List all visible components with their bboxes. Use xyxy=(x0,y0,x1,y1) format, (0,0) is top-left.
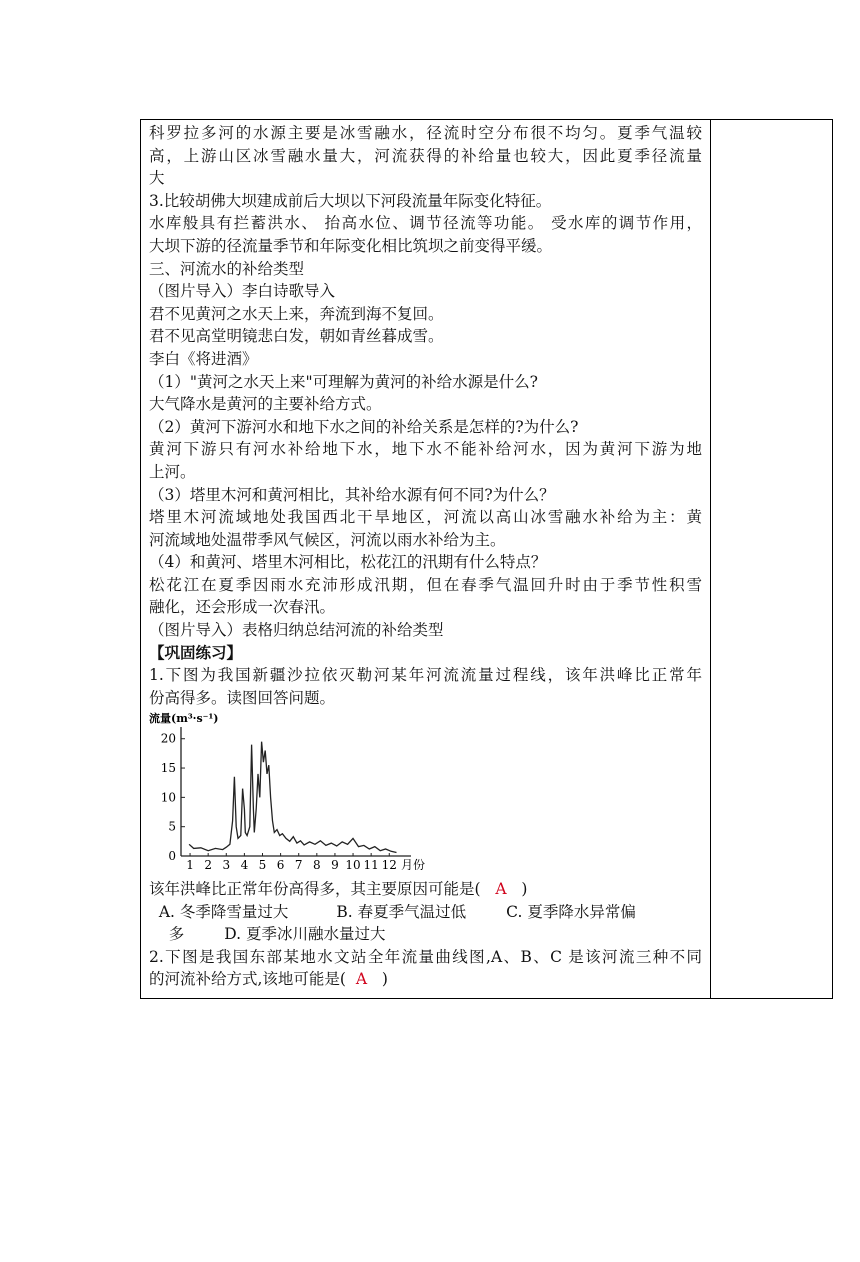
x-tick-label: 8 xyxy=(313,858,321,872)
text-line: 科罗拉多河的水源主要是冰雪融水，径流时空分布很不均匀。夏季气温较 xyxy=(149,124,702,142)
poem-line: 君不见高堂明镜悲白发，朝如青丝暮成雪。 xyxy=(149,327,444,346)
option-c-cont: 多 xyxy=(168,925,185,944)
answer-line: 松花江在夏季因雨水充沛形成汛期，但在春季气温回升时由于季节性积雪 xyxy=(149,575,702,594)
stem-text: 该年洪峰比正常年份高得多，其主要原因可能是( xyxy=(149,880,481,899)
text-line: 水库般具有拦蓄洪水、 抬高水位、调节径流等功能。 受水库的调节作用， xyxy=(149,214,702,233)
y-axis-label: 流量(m³·s⁻¹) xyxy=(149,712,219,726)
x-tick-label: 2 xyxy=(204,858,212,872)
sub-question: （3）塔里木河和黄河相比，其补给水源有何不同?为什么？ xyxy=(149,485,555,504)
flow-chart xyxy=(149,711,702,878)
flow-series-line xyxy=(189,742,396,853)
x-tick-label: 12 xyxy=(381,858,397,872)
text-line: 大坝下游的径流量季节和年际变化相比筑坝之前变得平缓。 xyxy=(149,236,553,255)
y-tick-label: 20 xyxy=(160,732,176,747)
y-tick-label: 15 xyxy=(160,761,176,776)
x-axis-label: 月份 xyxy=(401,858,426,872)
practice-heading: 【巩固练习】 xyxy=(149,642,243,662)
x-tick-label: 1 xyxy=(186,858,194,872)
y-tick-label: 10 xyxy=(160,790,176,805)
text-line: 高，上游山区冰雪融水量大，河流获得的补给量也较大，因此夏季径流量 xyxy=(149,146,702,165)
answer-line: 黄河下游只有河水补给地下水，地下水不能补给河水，因为黄河下游为地 xyxy=(149,440,702,459)
x-tick-label: 11 xyxy=(363,858,379,872)
stem-close: ) xyxy=(381,970,388,989)
flow-chart-svg xyxy=(149,711,429,871)
x-tick-label: 3 xyxy=(222,858,231,872)
option-a: A. 冬季降雪量过大 xyxy=(158,902,289,921)
text-line: 大 xyxy=(149,169,165,188)
answer-mark: A xyxy=(495,880,507,899)
sub-question: （4）和黄河、塔里木河相比，松花江的汛期有什么特点？ xyxy=(149,553,547,572)
question-1-options xyxy=(149,901,702,924)
x-tick-label: 10 xyxy=(345,858,361,872)
x-tick-label: 6 xyxy=(276,858,285,872)
y-tick-label: 5 xyxy=(168,820,176,835)
lesson-table xyxy=(140,119,833,999)
stem-text: 的河流补给方式,该地可能是( xyxy=(149,970,346,989)
content-body xyxy=(141,120,710,991)
answer-line: 融化，还会形成一次春汛。 xyxy=(149,598,336,617)
question-1-stem xyxy=(149,878,702,901)
question-1: 1.下图为我国新疆沙拉依灭勒河某年河流流量过程线，该年洪峰比正常年 xyxy=(149,666,702,685)
option-c: C. 夏季降水异常偏 xyxy=(506,902,636,921)
section-heading: 三、河流水的补给类型 xyxy=(149,259,305,278)
stem-close: ) xyxy=(521,880,528,899)
notes-cell xyxy=(711,120,833,999)
answer-line: 大气降水是黄河的主要补给方式。 xyxy=(149,395,382,414)
option-d: D. 夏季冰川融水量过大 xyxy=(224,925,386,944)
poem-source: 李白《将进酒》 xyxy=(149,349,258,368)
x-tick-label: 7 xyxy=(294,858,303,872)
answer-line: 上河。 xyxy=(149,462,196,481)
answer-mark: A xyxy=(355,970,368,989)
option-b: B. 春夏季气温过低 xyxy=(336,902,467,921)
x-tick-label: 4 xyxy=(240,858,249,872)
question-2 xyxy=(149,968,702,991)
sub-question: （2）黄河下游河水和地下水之间的补给关系是怎样的?为什么? xyxy=(149,417,579,436)
y-tick-label: 0 xyxy=(168,849,176,864)
poem-line: 君不见黄河之水天上来，奔流到海不复回。 xyxy=(149,304,444,323)
question-1-options xyxy=(149,923,702,946)
answer-line: 河流域地处温带季风气候区，河流以雨水补给为主。 xyxy=(149,530,506,549)
question-1: 份高得多。读图回答问题。 xyxy=(149,688,336,707)
text-line: （图片导入）表格归纳总结河流的补给类型 xyxy=(149,621,444,640)
question-2: 2.下图是我国东部某地水文站全年流量曲线图,A、B、C 是该河流三种不同 xyxy=(149,947,702,966)
answer-line: 塔里木河流域地处我国西北干旱地区，河流以高山冰雪融水补给为主：黄 xyxy=(149,508,702,527)
x-tick-label: 9 xyxy=(331,858,339,872)
question-3: 3.比较胡佛大坝建成前后大坝以下河段流量年际变化特征。 xyxy=(149,191,552,210)
sub-question: （1）"黄河之水天上来"可理解为黄河的补给水源是什么? xyxy=(149,372,538,391)
x-tick-label: 5 xyxy=(258,858,267,872)
content-cell xyxy=(141,120,711,999)
text-line: （图片导入）李白诗歌导入 xyxy=(149,282,336,301)
